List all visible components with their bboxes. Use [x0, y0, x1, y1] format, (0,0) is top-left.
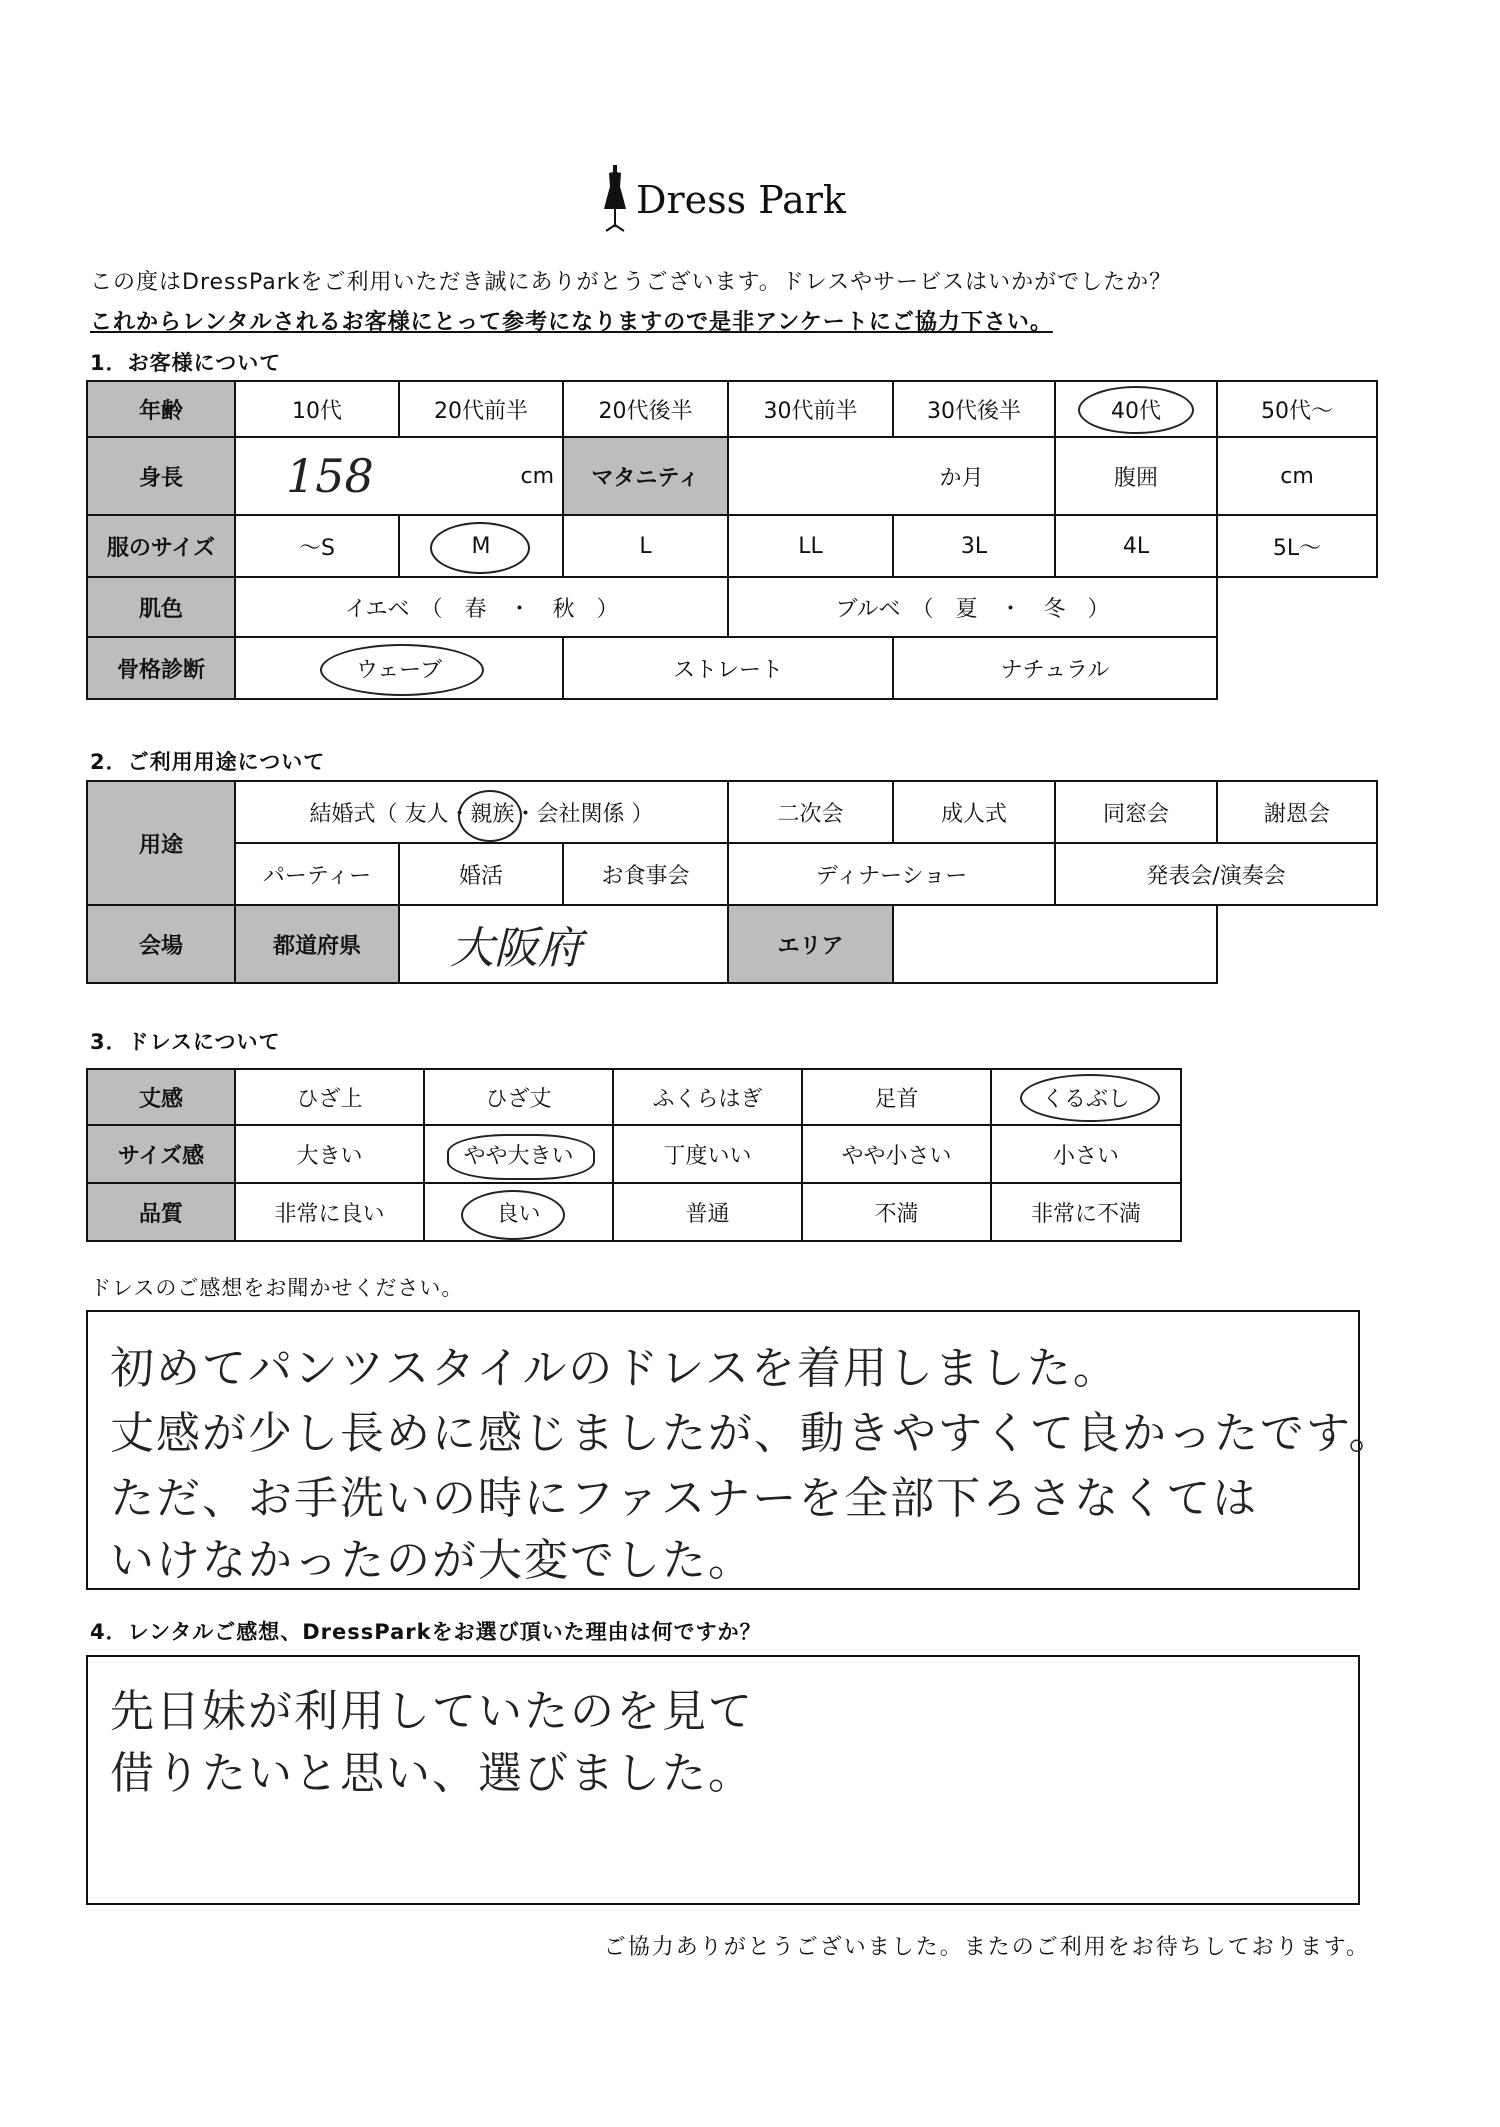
height-label: 身長 — [87, 437, 235, 515]
length-selected-label: くるぶし — [1041, 1086, 1130, 1112]
age-option[interactable]: 20代前半 — [399, 381, 563, 437]
size-option[interactable]: ～S — [235, 515, 399, 577]
age-option[interactable]: 10代 — [235, 381, 399, 437]
skeleton-option[interactable]: ストレート — [563, 637, 893, 699]
age-label: 年齢 — [87, 381, 235, 437]
age-option-selected[interactable] — [1055, 381, 1217, 437]
dress-comment-line: 初めてパンツスタイルのドレスを着用しました。 — [110, 1343, 1119, 1394]
section3-title: 3．ドレスについて — [90, 1030, 281, 1054]
fit-option[interactable]: やや小さい — [802, 1125, 991, 1183]
brand-logo — [600, 160, 860, 240]
waist-unit: cm — [1280, 463, 1314, 489]
age-option[interactable]: 30代後半 — [893, 381, 1055, 437]
usage-option[interactable]: 謝恩会 — [1217, 781, 1377, 843]
size-row — [87, 515, 1377, 577]
empty-cell — [1217, 577, 1377, 637]
dress-form-icon — [600, 165, 630, 235]
empty-cell — [1217, 637, 1377, 699]
intro-request-text: これからレンタルされるお客様にとって参考になりますので是非アンケートにご協力下さい。 — [90, 310, 1053, 335]
reason-answer-box[interactable] — [86, 1655, 1360, 1905]
length-option[interactable]: ひざ丈 — [424, 1069, 613, 1125]
fit-option[interactable]: 丁度いい — [613, 1125, 802, 1183]
fit-row — [87, 1125, 1181, 1183]
area-label: エリア — [728, 905, 893, 983]
usage-option[interactable]: 成人式 — [893, 781, 1055, 843]
age-option[interactable]: 20代後半 — [563, 381, 728, 437]
section4-title: 4．レンタルご感想、DressParkをお選び頂いた理由は何ですか？ — [90, 1620, 762, 1644]
age-option[interactable]: 30代前半 — [728, 381, 893, 437]
maternity-label: マタニティ — [563, 437, 728, 515]
quality-label: 品質 — [87, 1183, 235, 1241]
months-unit: か月 — [939, 465, 984, 491]
usage-label: 用途 — [87, 781, 235, 905]
quality-selected-label: 良い — [496, 1201, 541, 1227]
age-selected-label: 40代 — [1111, 398, 1161, 424]
dress-comment-label: ドレスのご感想をお聞かせください。 — [90, 1276, 464, 1300]
usage-row-1 — [87, 781, 1377, 843]
dress-comment-box[interactable] — [86, 1310, 1395, 1590]
skin-label: 肌色 — [87, 577, 235, 637]
skeleton-selected-label: ウェーブ — [355, 657, 443, 683]
customer-info-table — [86, 380, 1378, 700]
usage-option[interactable]: 発表会/演奏会 — [1055, 843, 1377, 905]
empty-cell — [1217, 905, 1377, 983]
skeleton-label: 骨格診断 — [87, 637, 235, 699]
section2-title: 2．ご利用用途について — [90, 750, 326, 774]
usage-option[interactable]: お食事会 — [563, 843, 728, 905]
usage-row-2 — [87, 843, 1377, 905]
skin-blue-option[interactable]: ブルベ （ 夏 ・ 冬 ） — [728, 577, 1217, 637]
quality-option-selected[interactable] — [424, 1183, 613, 1241]
age-option[interactable]: 50代～ — [1217, 381, 1377, 437]
footer-thanks: ご協力ありがとうございました。またのご利用をお待ちしております。 — [603, 1935, 1370, 1960]
size-option[interactable]: LL — [728, 515, 893, 577]
skeleton-option-selected[interactable] — [235, 637, 563, 699]
quality-option[interactable]: 普通 — [613, 1183, 802, 1241]
skin-row — [87, 577, 1377, 637]
waist-field[interactable] — [1217, 437, 1377, 515]
usage-option[interactable]: パーティー — [235, 843, 399, 905]
height-value: 158 — [286, 449, 374, 503]
skeleton-option[interactable]: ナチュラル — [893, 637, 1217, 699]
maternity-field[interactable] — [728, 437, 1055, 515]
height-unit: cm — [520, 464, 554, 489]
prefecture-value: 大阪府 — [450, 923, 582, 974]
usage-option[interactable]: 同窓会 — [1055, 781, 1217, 843]
size-option[interactable]: L — [563, 515, 728, 577]
length-option[interactable]: ふくらはぎ — [613, 1069, 802, 1125]
area-field[interactable] — [893, 905, 1217, 983]
prefecture-field[interactable] — [399, 905, 728, 983]
length-option[interactable]: ひざ上 — [235, 1069, 424, 1125]
dress-comment-line: いけなかったのが大変でした。 — [110, 1535, 754, 1586]
section1-title: 1．お客様について — [90, 351, 282, 375]
reason-answer-line: 借りたいと思い、選びました。 — [110, 1748, 754, 1799]
dress-comment-line: ただ、お手洗いの時にファスナーを全部下ろさなくては — [110, 1473, 1259, 1524]
logo-text: Dress Park — [636, 178, 846, 222]
length-row — [87, 1069, 1181, 1125]
quality-option[interactable]: 非常に不満 — [991, 1183, 1181, 1241]
length-label: 丈感 — [87, 1069, 235, 1125]
quality-option[interactable]: 不満 — [802, 1183, 991, 1241]
prefecture-label: 都道府県 — [235, 905, 399, 983]
dress-comment-line: 丈感が少し長めに感じましたが、動きやすくて良かったです。 — [110, 1408, 1395, 1459]
size-option[interactable]: 5L～ — [1217, 515, 1377, 577]
fit-option[interactable]: 小さい — [991, 1125, 1181, 1183]
usage-option[interactable]: 婚活 — [399, 843, 563, 905]
venue-row — [87, 905, 1377, 983]
size-option[interactable]: 4L — [1055, 515, 1217, 577]
reason-answer-line: 先日妹が利用していたのを見て — [110, 1686, 754, 1737]
size-label: 服のサイズ — [87, 515, 235, 577]
quality-row — [87, 1183, 1181, 1241]
dress-table — [86, 1068, 1182, 1242]
length-option[interactable]: 足首 — [802, 1069, 991, 1125]
waist-label: 腹囲 — [1055, 437, 1217, 515]
size-option-selected[interactable] — [399, 515, 563, 577]
length-option-selected[interactable] — [991, 1069, 1181, 1125]
height-row — [87, 437, 1377, 515]
size-option[interactable]: 3L — [893, 515, 1055, 577]
fit-label: サイズ感 — [87, 1125, 235, 1183]
intro-text: この度はDressParkをご利用いただき誠にありがとうございます。ドレスやサービスはいかがでしたか？ — [90, 270, 1173, 295]
skin-yellow-option[interactable]: イエベ （ 春 ・ 秋 ） — [235, 577, 728, 637]
wedding-label: 結婚式（ 友人・親族・会社関係 ） — [309, 801, 654, 827]
age-row — [87, 381, 1377, 437]
usage-table — [86, 780, 1378, 984]
height-field[interactable] — [235, 437, 563, 515]
fit-selected-label: やや大きい — [463, 1143, 574, 1169]
usage-option[interactable]: ディナーショー — [728, 843, 1055, 905]
size-selected-label: M — [471, 533, 491, 559]
usage-option-wedding[interactable] — [235, 781, 728, 843]
fit-option-selected[interactable] — [424, 1125, 613, 1183]
skeleton-row — [87, 637, 1377, 699]
quality-option[interactable]: 非常に良い — [235, 1183, 424, 1241]
usage-option[interactable]: 二次会 — [728, 781, 893, 843]
fit-option[interactable]: 大きい — [235, 1125, 424, 1183]
venue-label: 会場 — [87, 905, 235, 983]
